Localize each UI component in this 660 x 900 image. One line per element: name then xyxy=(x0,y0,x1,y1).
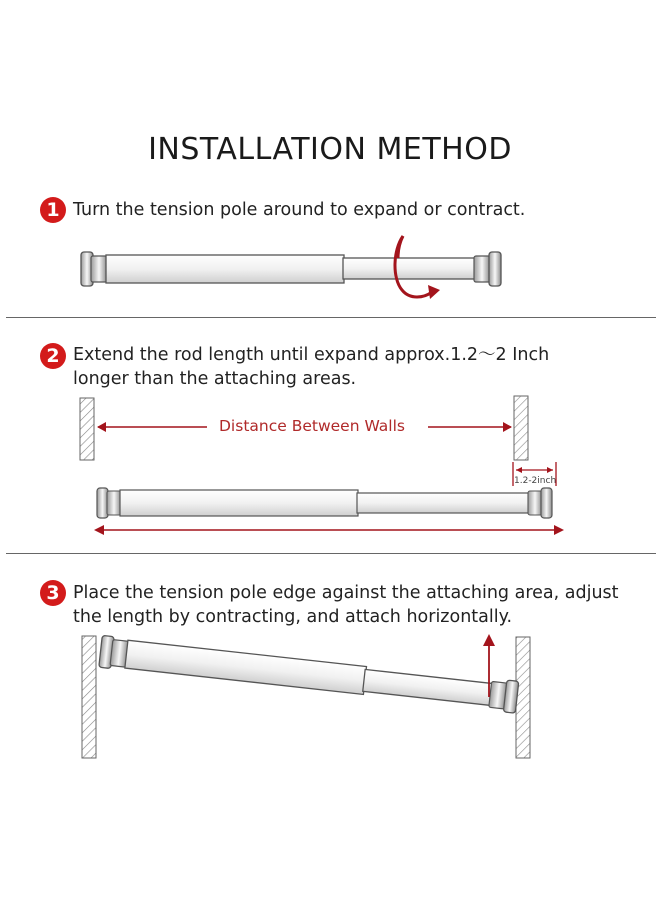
rod-right-collar xyxy=(474,256,490,282)
step-3-text-line2: the length by contracting, and attach horizontally. xyxy=(73,607,513,627)
rod-left-collar xyxy=(107,491,121,515)
rod-right-cap xyxy=(541,488,552,518)
step-3-text-line1: Place the tension pole edge against the attaching area, adjust xyxy=(73,583,619,603)
rod-right-cap xyxy=(489,252,501,286)
step-1-text: Turn the tension pole around to expand or contract. xyxy=(73,200,526,220)
page-title: INSTALLATION METHOD xyxy=(148,132,512,167)
left-wall-icon xyxy=(80,398,94,460)
step-2-text-line2: longer than the attaching areas. xyxy=(73,369,357,389)
step-3-badge: 3 xyxy=(40,580,66,606)
rod-outer-tube xyxy=(125,640,367,694)
rod-outer-tube xyxy=(120,490,358,516)
rod-outer-tube xyxy=(106,255,344,283)
rod-right-cap xyxy=(503,680,518,713)
step-2-badge: 2 xyxy=(40,343,66,369)
distance-label: Distance Between Walls xyxy=(214,417,410,435)
step-2-rod xyxy=(97,488,552,518)
step-3-rod xyxy=(99,635,519,713)
extra-length-label: 1.2-2inch xyxy=(514,476,557,486)
step-1-rod xyxy=(81,252,501,286)
step-2-text-line1: Extend the rod length until expand approx.1.2～2 Inch xyxy=(73,345,550,365)
rod-left-collar xyxy=(91,256,107,282)
rod-inner-tube xyxy=(343,258,475,279)
rod-inner-tube xyxy=(363,669,493,705)
right-wall-icon xyxy=(516,637,530,758)
left-wall-icon xyxy=(82,636,96,758)
rod-right-collar xyxy=(528,491,542,515)
total-length-arrow xyxy=(94,525,564,535)
rod-left-cap xyxy=(97,488,108,518)
rod-inner-tube xyxy=(357,493,529,513)
right-wall-icon xyxy=(514,396,528,460)
step-1-badge: 1 xyxy=(40,197,66,223)
